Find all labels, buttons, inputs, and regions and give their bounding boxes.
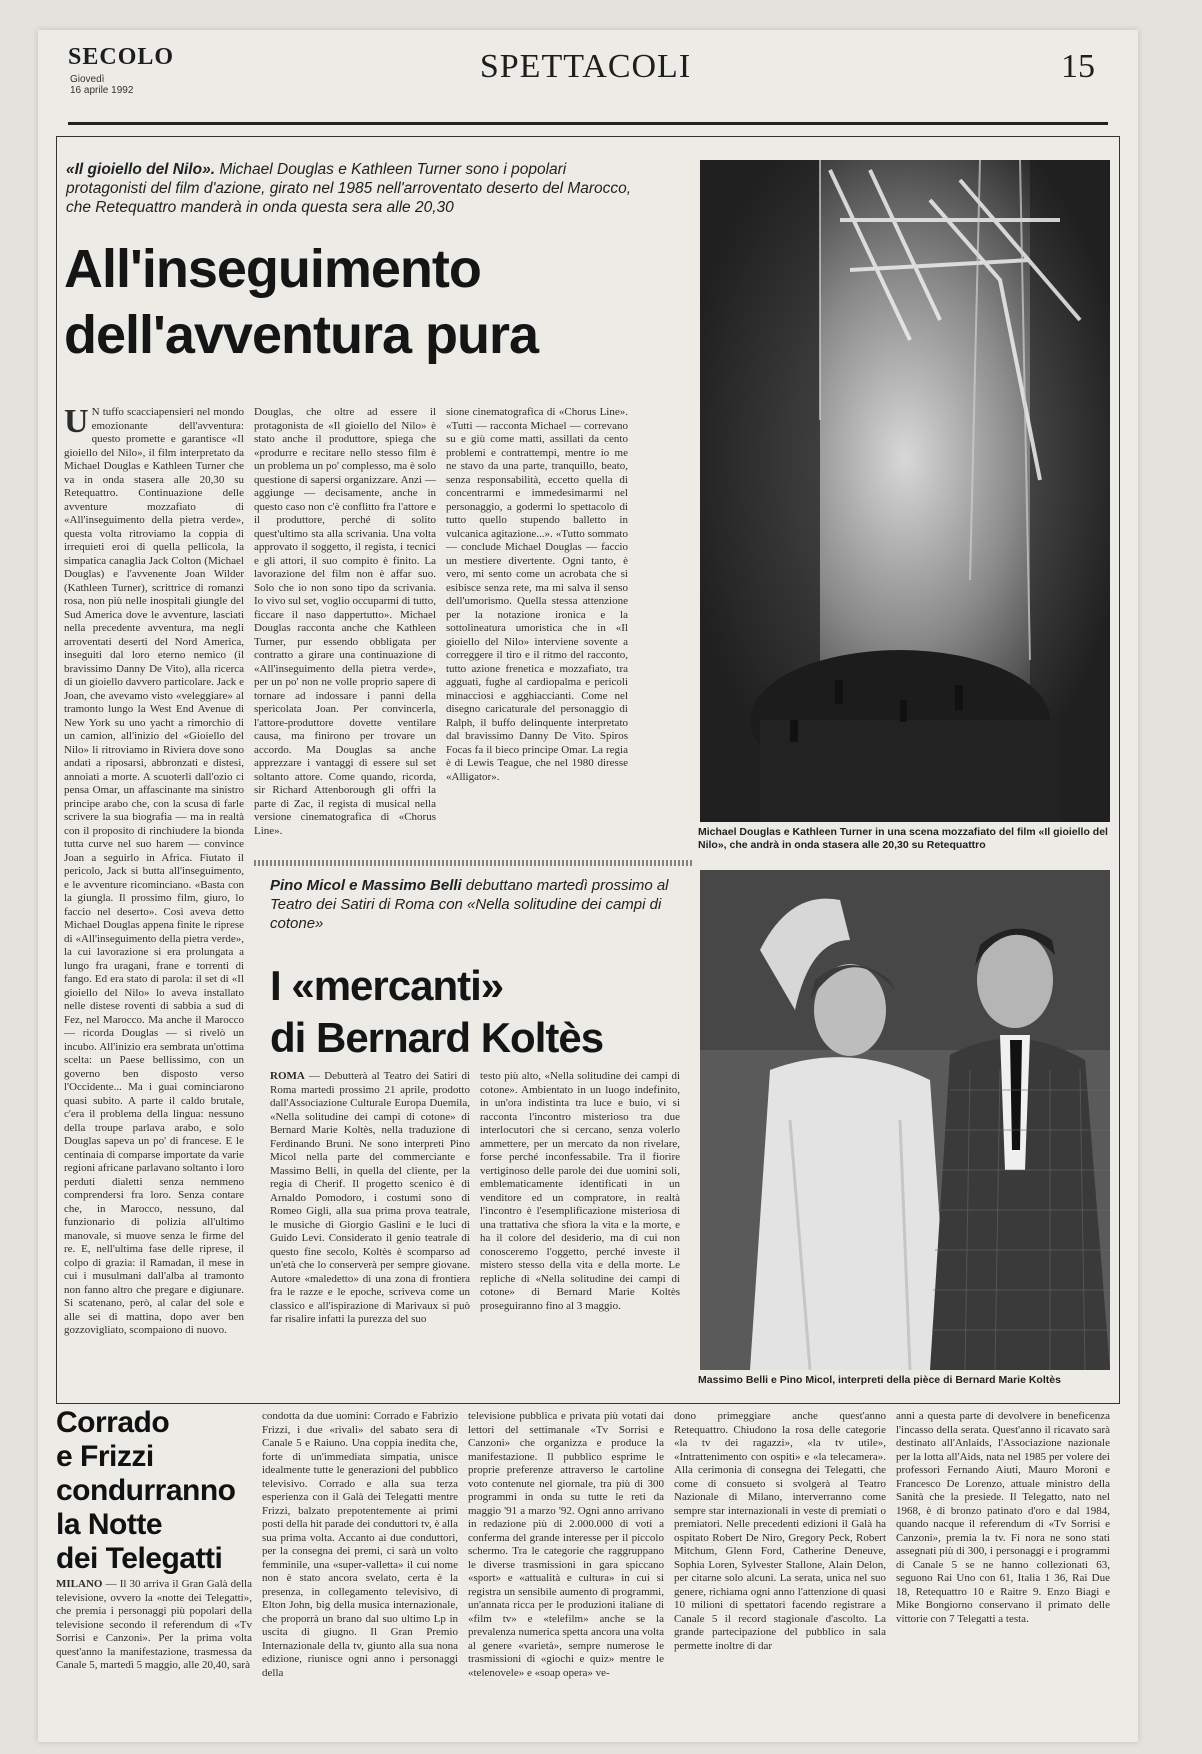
newspaper-logo: SECOLO — [68, 44, 175, 70]
story2-kicker-text: debuttano martedì prossimo al Teatro dei Satiri di Roma con «Nella solitudine dei campi di cotone» — [270, 877, 669, 932]
issue-day: Giovedì — [70, 74, 105, 85]
story1-col3-text: sione cinematografica di «Chorus Line». «Tutti — racconta Michael — correvano su e giù come matti, assillati da cento problemi e contrattempi, mentre io me ne stavo da una parte, tranquillo, beato, senza responsabilità, eccetto quella di concentrarmi e immedesimarmi nel personaggio, a godermi lo spettacolo di tutto quello stupendo balletto in vulcanica agitazione...». «Tutto sommato — conclude Michael Douglas — faccio un mestiere divertente. Ogni tanto, è vero, mi sento come un acrobata che si esibisce senza rete, ma mi salva il senso dell'umorismo. Quella stessa attenzione per la notazione ironica e la sottolineatura umoristica che in «Il gioiello del Nilo» interviene sovente a correggere il tiro e il ritmo del racconto, tutto azione frenetica e mozzafiato, tra agguati, fughe al cardiopalma e pericoli minacciosi e agghiaccianti. Come nel disegno caricaturale del personaggio di Ralph, il buffo delinquente interpretato dal bravissimo Danny De Vito. Spiros Focas fa il bieco principe Omar. La regia è di Lewis Teague, che nel 1980 diresse «Alligator». — [446, 406, 628, 783]
story2-headline-line1: I «mercanti» — [270, 962, 504, 1009]
story1-col1-text: N tuffo scacciapensieri nel mondo emozionante dell'avventura: questo promette e garantisce «Il gioiello del Nilo», il film interpretato da Michael Douglas e Kathleen Turner che va in onda stasera alle 20,30 su Retequattro. Continuazione delle avventure mozzafiato di «All'inseguimento della pietra verde», questa volta ritroviamo la coppia di irrequieti eroi di quella pellicola, la simpatica canaglia Jack Colton (Michael Douglas) e l'avvenente Joan Wilder (Kathleen Turner), scrittrice di romanzi rosa, non più nelle inospitali giungle del Sud America dove le avventure, lasciati nella precedente avventura, ma negli arroventati deserti del Nord America, inseguiti dal loro eterno nemico (il bravissimo Danny De Vito), alla ricerca di un gioiello davvero particolare. Jack e Joan, che avevamo visto «veleggiare» al tramonto lungo la West End Avenue di New York su uno yacht a rimorchio di un camion, all'inizio del «Gioiello del Nilo» li ritroviamo in Riviera dove sono andati a riposarsi, abbronzati e distesi, annoiati a morte. A scuoterli dall'ozio ci pensa Omar, un affascinante ma sinistro principe arabo che, con la scusa di farle scrivere la sua biografia — ma in realtà con il proposito di rinchiudere la bionda tutta curve nel suo harem — convince Joan a seguirlo in Africa. Fiutato il pericolo, Jack si butta all'inseguimento, e le avventure ricominciano. «Basta con la giungla. Il prossimo film, giuro, lo faccio nel deserto». Così aveva detto Michael Douglas appena finite le riprese di «All'inseguimento della pietra verde», la cui lavorazione si era prolungata a lungo fra uragani, frane e torrenti di fango. Ed era stato di parola: il set di «Il gioiello del Nilo» lo aveva installato nelle distese roventi di sabbia a sud di Fez, nel Marocco. Ma anche il Marocco — ricorda Douglas — si rivelò un incubo. All'inizio era sembrata un'ottima scelta: un Paese bellissimo, con un governo ben disposto verso l'Occidente... Ma i guai cominciarono quasi subito. A parte il caldo brutale, c'era il problema della lingua: nessuno della troupe parlava arabo, e solo Douglas sapeva un po' di francese. E le centinaia di comparse importate da varie regioni africane parlavano soltanto i loro perduti dialetti senza nemmeno comprendersi fra loro. Senza contare che, in Marocco, nessuno, dal funzionario di polizia all'ultimo manovale, si muove senza le firme del re. E, nell'ultima fase delle riprese, il colpo di grazia: il Ramadan, il mese in cui i musulmani dall'alba al tramonto non fanno altro che pregare e digiunare. Si scatenano, però, al calar del sole e alle sei di mattina, dopo aver ben gozzovigliato, scompaiono di nuovo. — [64, 406, 244, 1336]
story3-column-5 — [896, 1410, 1110, 1738]
story3-headline-line2: e Frizzi — [56, 1440, 154, 1473]
issue-date-text: 16 aprile 1992 — [70, 85, 134, 96]
story1-dropcap: U — [64, 406, 89, 440]
actors-illustration — [700, 870, 1110, 1370]
story1-kicker-title: «Il gioiello del Nilo». — [66, 161, 215, 178]
story1-headline-line2: dell'avventura pura — [64, 305, 539, 365]
actors-photo — [700, 870, 1110, 1370]
story3-col1-text: Il 30 arriva il Gran Galà della televisione, ovvero la «notte dei Telegatti», che premia i personaggi più popolari della televisione secondo il referendum di «Tv Sorrisi e Canzoni». Per la prima volta quest'anno la manifestazione, trasmessa da Canale 5, martedì 5 maggio, alle 20,40, sarà — [56, 1578, 252, 1671]
story3-col4-text: dono primeggiare anche quest'anno Retequattro. Chiudono la rosa delle categorie «la tv dei ragazzi», «la tv utile», «Intrattenimento con ospiti» e «la telecamera». Alla cerimonia di consegna dei Telegatti, che come di consueto si svolgerà al Teatro Nazionale di Milano, interverranno come sempre star internazionali in veste di premiati o premiatori. Nelle precedenti edizioni il Galà ha ospitato Robert De Niro, Gregory Peck, Robert Mitchum, Glenn Ford, Catherine Deneuve, Sophia Loren, Sylvester Stallone, Alain Delon, per citarne solo alcuni. La serata, unica nel suo genere, richiama ogni anno l'attenzione di quasi 10 milioni di spettatori facendo registrare a Canale 5 il record stagionale d'ascolto. La grande partecipazione del pubblico in sala permette inoltre di dar — [674, 1410, 886, 1652]
story3-column-2 — [262, 1410, 458, 1738]
story1-headline — [64, 236, 654, 368]
story3-headline-line4: la Notte — [56, 1508, 163, 1541]
story3-dateline: MILANO — [56, 1578, 103, 1590]
story2-kicker-names: Pino Micol e Massimo Belli — [270, 877, 462, 894]
story1-headline-line1: All'inseguimento — [64, 239, 481, 299]
masthead-rule — [68, 122, 1108, 125]
story3-col2-text: condotta da due uomini: Corrado e Fabrizio Frizzi, i due «rivali» del sabato sera di Canale 5 e Raiuno. Una coppia inedita che, forte di un'immediata simpatia, unisce idealmente tutte le generazioni del pubblico televisivo. Corrado e alla sua terza esperienza con il Galà dei Telegatti mentre Frizzi, balzato prepotentemente ai primi posti della hit parade dei conduttori tv, è alla sua prima volta. Accanto ai due conduttori, per la consegna dei premi, ci sarà un volto femminile, una «super-valletta» il cui nome non è stato ancora svelato, certa è la presenza, in collegamento televisivo, di Elton John, big della musica internazionale, che proporrà un brano dal suo ultimo Lp in uscita di giugno. Il Gran Premio Internazionale della tv, giunto alla sua nona edizione, riunisce ogni anno i personaggi della — [262, 1410, 458, 1679]
story3-headline-line1: Corrado — [56, 1406, 170, 1439]
story1-kicker-text: Michael Douglas e Kathleen Turner sono i popolari protagonisti del film d'azione, girato nel 1985 nell'arroventato deserto del Marocco, che Retequattro manderà in onda questa sera alle 20,30 — [66, 161, 632, 216]
story1-kicker — [66, 160, 646, 217]
story2-headline-line2: di Bernard Koltès — [270, 1014, 604, 1061]
story2-column-2 — [480, 1070, 680, 1392]
actors-caption: Massimo Belli e Pino Micol, interpreti della pièce di Bernard Marie Koltès — [698, 1374, 1061, 1386]
story3-column-3 — [468, 1410, 664, 1738]
story2-kicker — [270, 876, 670, 933]
masthead — [68, 44, 1103, 114]
story1-column-3 — [446, 406, 628, 852]
story2-column-1: ROMA — Debutterà al Teatro dei Satiri di Roma martedì prossimo 21 aprile, prodotto dall'Associazione Culturale Europa Duemila, «Nella solitudine dei campi di cotone» di Bernard Marie Koltès, nella traduzione di Ferdinando Bruni. Ne sono interpreti Pino Micol nella parte del commerciante e Massimo Belli, in quella del cliente, per la regia di Cherif. Il progetto scenico è di Arnaldo Pomodoro, i costumi sono di Romeo Gigli, alla sua prima prova teatrale, le musiche di Giorgio Gaslini e le luci di Guido Levi. Considerato il genio teatrale di questo fine secolo, Koltès è scomparso ad un'età che lo conserverà per sempre giovane. Autore «maledetto» di una zona di frontiera fra le razze e le epoche, scriveva come un classico e all'ispirazione di Marivaux si può far risalire infatti la purezza del suo — [270, 1070, 470, 1325]
page-number: 15 — [1061, 48, 1095, 85]
story3-column-4 — [674, 1410, 886, 1738]
story3-headline-line5: dei Telegatti — [56, 1542, 223, 1575]
story3-headline — [56, 1406, 256, 1576]
story3-col3-text: televisione pubblica e privata più votati dai lettori del settimanale «Tv Sorrisi e Canzoni» che organizza e produce la manifestazione. Il pubblico esprime le proprie preferenze attraverso le cartoline voto contenute nel giornale, tra più di 300 programmi in onda su tutte le reti da maggio '91 a marzo '92. Ogni anno arrivano in redazione più di 2.000.000 di voti a conferma del grande interesse per il piccolo schermo. Tra le categorie che raggruppano le diverse trasmissioni in gara spiccano «sport» e «attualità e cultura» in cui si registra un sensibile aumento di programmi, un'annata ricca per le produzioni italiane di «film tv» e «telefilm» anche se la prevalenza numerica spetta ancora una volta al genere «varietà», sempre numerose le trasmissioni di «giochi e quiz» mentre le «telenovele» e «soap opera» ve- — [468, 1410, 664, 1679]
story1-column-1 — [64, 406, 244, 1392]
story1-col2-text: Douglas, che oltre ad essere il protagonista de «Il gioiello del Nilo» è stato anche il produttore, spiega che «produrre e recitare nello stesso film è un problema un po' complesso, ma è solo questione di sapersi organizzare. Anzi — aggiunge — decisamente, anche in questo caso non c'è conflitto fra l'attore e il produttore, perché di solito quest'ultimo sta alla scrivania. Una volta approvato il soggetto, il regista, i tecnici e gli attori, il suo compito è finito. La lavorazione del film non è affar suo. Solo che io non sono tipo da scrivania. Io vivo sul set, voglio occuparmi di tutto, ficcare il naso dappertutto». Michael Douglas racconta anche che Kathleen Turner, pur essendo obbligata per contratto a girare una continuazione di «All'inseguimento della pietra verde», per un po' non ne volle proprio sapere di tornare ad indossare i panni della spericolata Joan. Per convincerla, l'attore-produttore dovette ventilare causa, ma finirono per trovare un accordo. Ma Douglas sa anche apprezzare i vantaggi di essere sul set soltanto attore. Come quando, ricorda, sir Richard Attenborough gli offrì la parte di Zac, il regista di musical nella versione cinematografica di «Chorus Line». — [254, 406, 436, 837]
newspaper-page — [38, 30, 1138, 1742]
story2-dateline: ROMA — [270, 1070, 305, 1082]
film-scene-caption: Michael Douglas e Kathleen Turner in una scena mozzafiato del film «Il gioiello del Nilo», che andrà in onda stasera alle 20,30 su Retequattro — [698, 826, 1108, 851]
story3-column-1: MILANO — Il 30 arriva il Gran Galà della televisione, ovvero la «notte dei Telegatti», che premia i personaggi più popolari della televisione secondo il referendum di «Tv Sorrisi e Canzoni». Per la prima volta quest'anno la manifestazione, trasmessa da Canale 5, martedì 5 maggio, alle 20,40, sarà — [56, 1578, 252, 1671]
story3-col5-text: anni a questa parte di devolvere in beneficenza l'incasso della serata. Quest'anno il ricavato sarà destinato all'Anlaids, l'Associazione nazionale per la lotta all'Aids, nata nel 1985 per volere dei professori Fernando Aiuti, Mauro Moroni e Francesco De Lorenzo, attuale ministro della Sanità che la presiede. Il Telegatto, nato nel 1968, è di bronzo patinato d'oro e dal 1984, quando nacque il referendum di «Tv Sorrisi e Canzoni», premia la tv. Fi nora ne sono stati assegnati più di 300, i personaggi e i programmi di Canale 5 se ne hanno collezionati 63, seguono Rai Uno con 61, Italia 1 36, Rai Due 18, Retequattro 10 e Raitre 9. Enzo Biagi e Mike Bongiorno conservano il primato delle vittorie con 7 Telegatti a testa. — [896, 1410, 1110, 1625]
section-divider — [254, 860, 694, 866]
story2-headline — [270, 960, 690, 1064]
story1-column-2 — [254, 406, 436, 852]
story3-headline-line3: condurranno — [56, 1474, 236, 1507]
story2-col2-text: testo più alto, «Nella solitudine dei campi di cotone». Ambientato in un luogo indefinito, in un'ora indistinta tra luce e buio, vi si racconta l'incontro misterioso tra due interlocutori che si cercano, senza volerlo ammettere, per un mercato da non rivelare, forse perché inconfessabile. Tra il fiorire vertiginoso delle parole dei due uomini soli, emblematicamente identificati in un venditore ed un compratore, in realtà l'incontro è l'esemplificazione misteriosa di una trattativa che sfiora la vita e la morte, e ha il colore del desiderio, ma di cui non conosceremo l'oggetto, perché investe il mistero stesso della vita e della morte. Le repliche di «Nella solitudine dei campi di cotone» di Bernard Marie Koltès proseguiranno fino al 3 maggio. — [480, 1070, 680, 1312]
section-title: SPETTACOLI — [479, 48, 692, 85]
film-scene-illustration — [700, 160, 1110, 822]
story2-col1-text: Debutterà al Teatro dei Satiri di Roma martedì prossimo 21 aprile, prodotto dall'Associazione Culturale Europa Duemila, «Nella solitudine dei campi di cotone» di Bernard Marie Koltès, nella traduzione di Ferdinando Bruni. Ne sono interpreti Pino Micol nella parte del commerciante e Massimo Belli, in quella del cliente, per la regia di Cherif. Il progetto scenico è di Arnaldo Pomodoro, i costumi sono di Romeo Gigli, alla sua prima prova teatrale, le musiche di Giorgio Gaslini e le luci di Guido Levi. Considerato il genio teatrale di questo fine secolo, Koltès è scomparso ad un'età che lo conserverà per sempre giovane. Autore «maledetto» di una zona di frontiera fra le razze e le epoche, scriveva come un classico e all'ispirazione di Marivaux si può far risalire infatti la purezza del suo — [270, 1070, 470, 1325]
film-scene-photo — [700, 160, 1110, 822]
